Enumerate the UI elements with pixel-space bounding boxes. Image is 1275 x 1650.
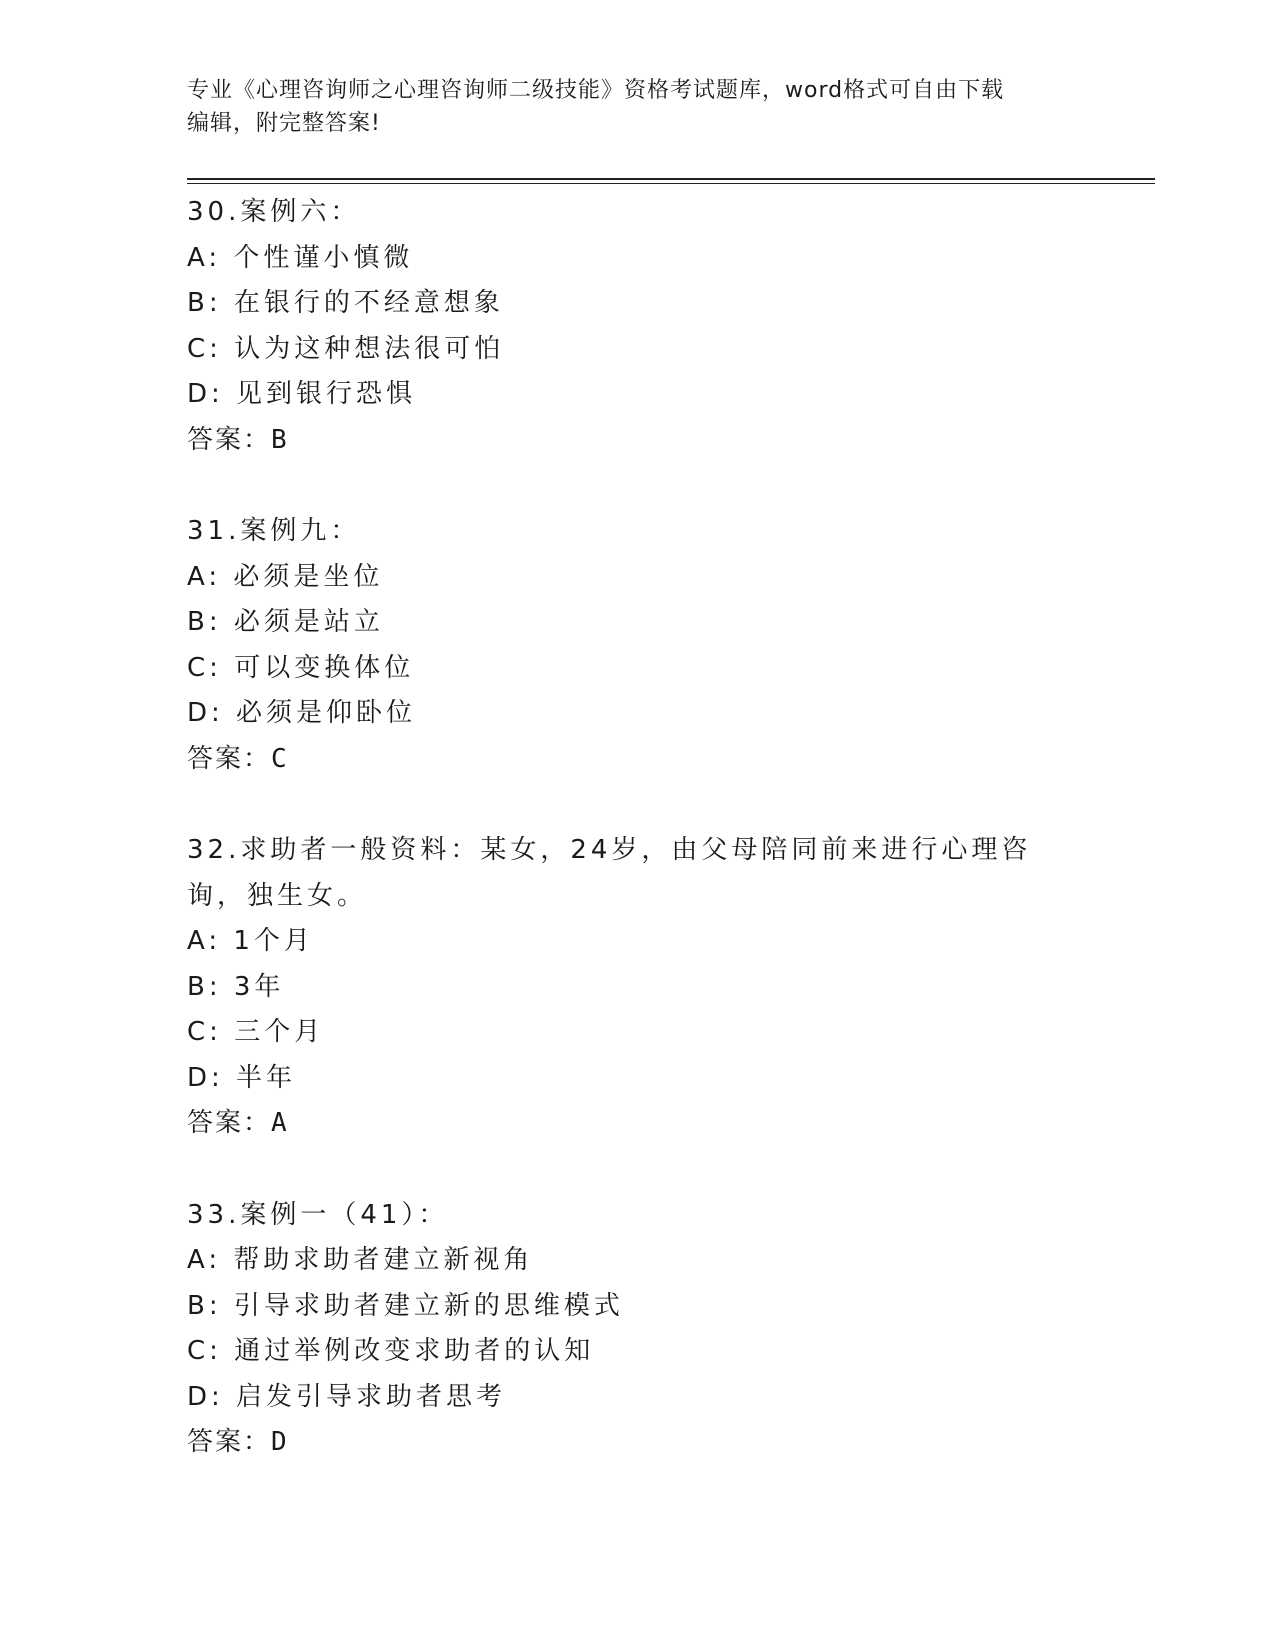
option-letter: B: [187,288,222,318]
answer-value: B [271,424,289,455]
intro-line-2: 编辑，附完整答案! [187,111,381,136]
option-text: 3年 [233,971,285,1002]
question-stem: 30.案例六： [187,197,361,227]
option-a [187,555,1087,601]
option-a [187,1238,1087,1284]
option-b [187,281,1087,327]
option-text: 个性谨小慎微 [233,242,414,273]
option-text: 半年 [236,1062,297,1093]
option-letter: C: [187,652,222,683]
header-divider-thin [187,183,1155,184]
option-letter: A: [187,242,222,273]
answer-value: A [271,1108,289,1138]
option-letter: A: [187,926,222,956]
option-d [187,691,1087,737]
question-stem: 31.案例九： [187,516,361,546]
question-stem: 32.求助者一般资料：某女，24岁，由父母陪同前来进行心理咨询，独生女。 [187,835,1032,911]
answer-line [187,418,1087,464]
option-c [187,646,1087,692]
question-32 [187,828,1087,1147]
option-letter: C: [187,333,222,364]
option-c [187,1010,1087,1056]
option-d [187,372,1087,418]
option-a [187,919,1087,965]
question-30 [187,190,1087,463]
option-text: 启发引导求助者思考 [236,1381,507,1412]
question-list [187,190,1087,1466]
answer-label: 答案： [187,743,272,774]
question-stem: 33.案例一（41）： [187,1199,449,1230]
option-c [187,327,1087,373]
answer-line [187,1420,1087,1466]
option-letter: C: [187,1017,222,1047]
option-letter: B: [187,971,222,1002]
option-letter: A: [187,561,222,592]
answer-label: 答案： [187,1427,272,1457]
option-a [187,236,1087,282]
option-text: 通过举例改变求助者的认知 [234,1336,595,1366]
option-text: 三个月 [234,1017,325,1047]
question-33 [187,1193,1087,1466]
document-intro [187,74,1067,140]
header-divider-thick [187,178,1155,180]
option-letter: C: [187,1336,222,1366]
option-letter: B: [187,1290,222,1321]
option-letter: D: [187,1062,224,1093]
option-letter: D: [187,1381,224,1412]
option-d [187,1056,1087,1102]
question-31 [187,509,1087,782]
option-b [187,600,1087,646]
option-text: 必须是站立 [233,607,384,637]
option-letter: B: [187,607,222,637]
option-text: 帮助求助者建立新视角 [233,1245,534,1275]
option-b [187,965,1087,1011]
answer-line [187,737,1087,783]
answer-value: C [271,743,289,774]
option-text: 引导求助者建立新的思维模式 [233,1290,624,1321]
option-text: 1个月 [233,926,314,956]
option-text: 见到银行恐惧 [236,379,417,409]
option-letter: D: [187,379,224,409]
option-letter: D: [187,698,224,728]
option-d [187,1375,1087,1421]
option-c [187,1329,1087,1375]
option-text: 可以变换体位 [234,652,415,683]
answer-value: D [271,1427,289,1457]
option-letter: A: [187,1245,222,1275]
intro-line-1: 专业《心理咨询师之心理咨询师二级技能》资格考试题库，word格式可自由下载 [187,78,1005,103]
option-b [187,1284,1087,1330]
option-text: 在银行的不经意想象 [233,288,504,318]
answer-label: 答案： [187,1108,272,1138]
answer-label: 答案： [187,424,272,455]
option-text: 认为这种想法很可怕 [234,333,505,364]
option-text: 必须是坐位 [233,561,384,592]
answer-line [187,1101,1087,1147]
option-text: 必须是仰卧位 [236,698,417,728]
